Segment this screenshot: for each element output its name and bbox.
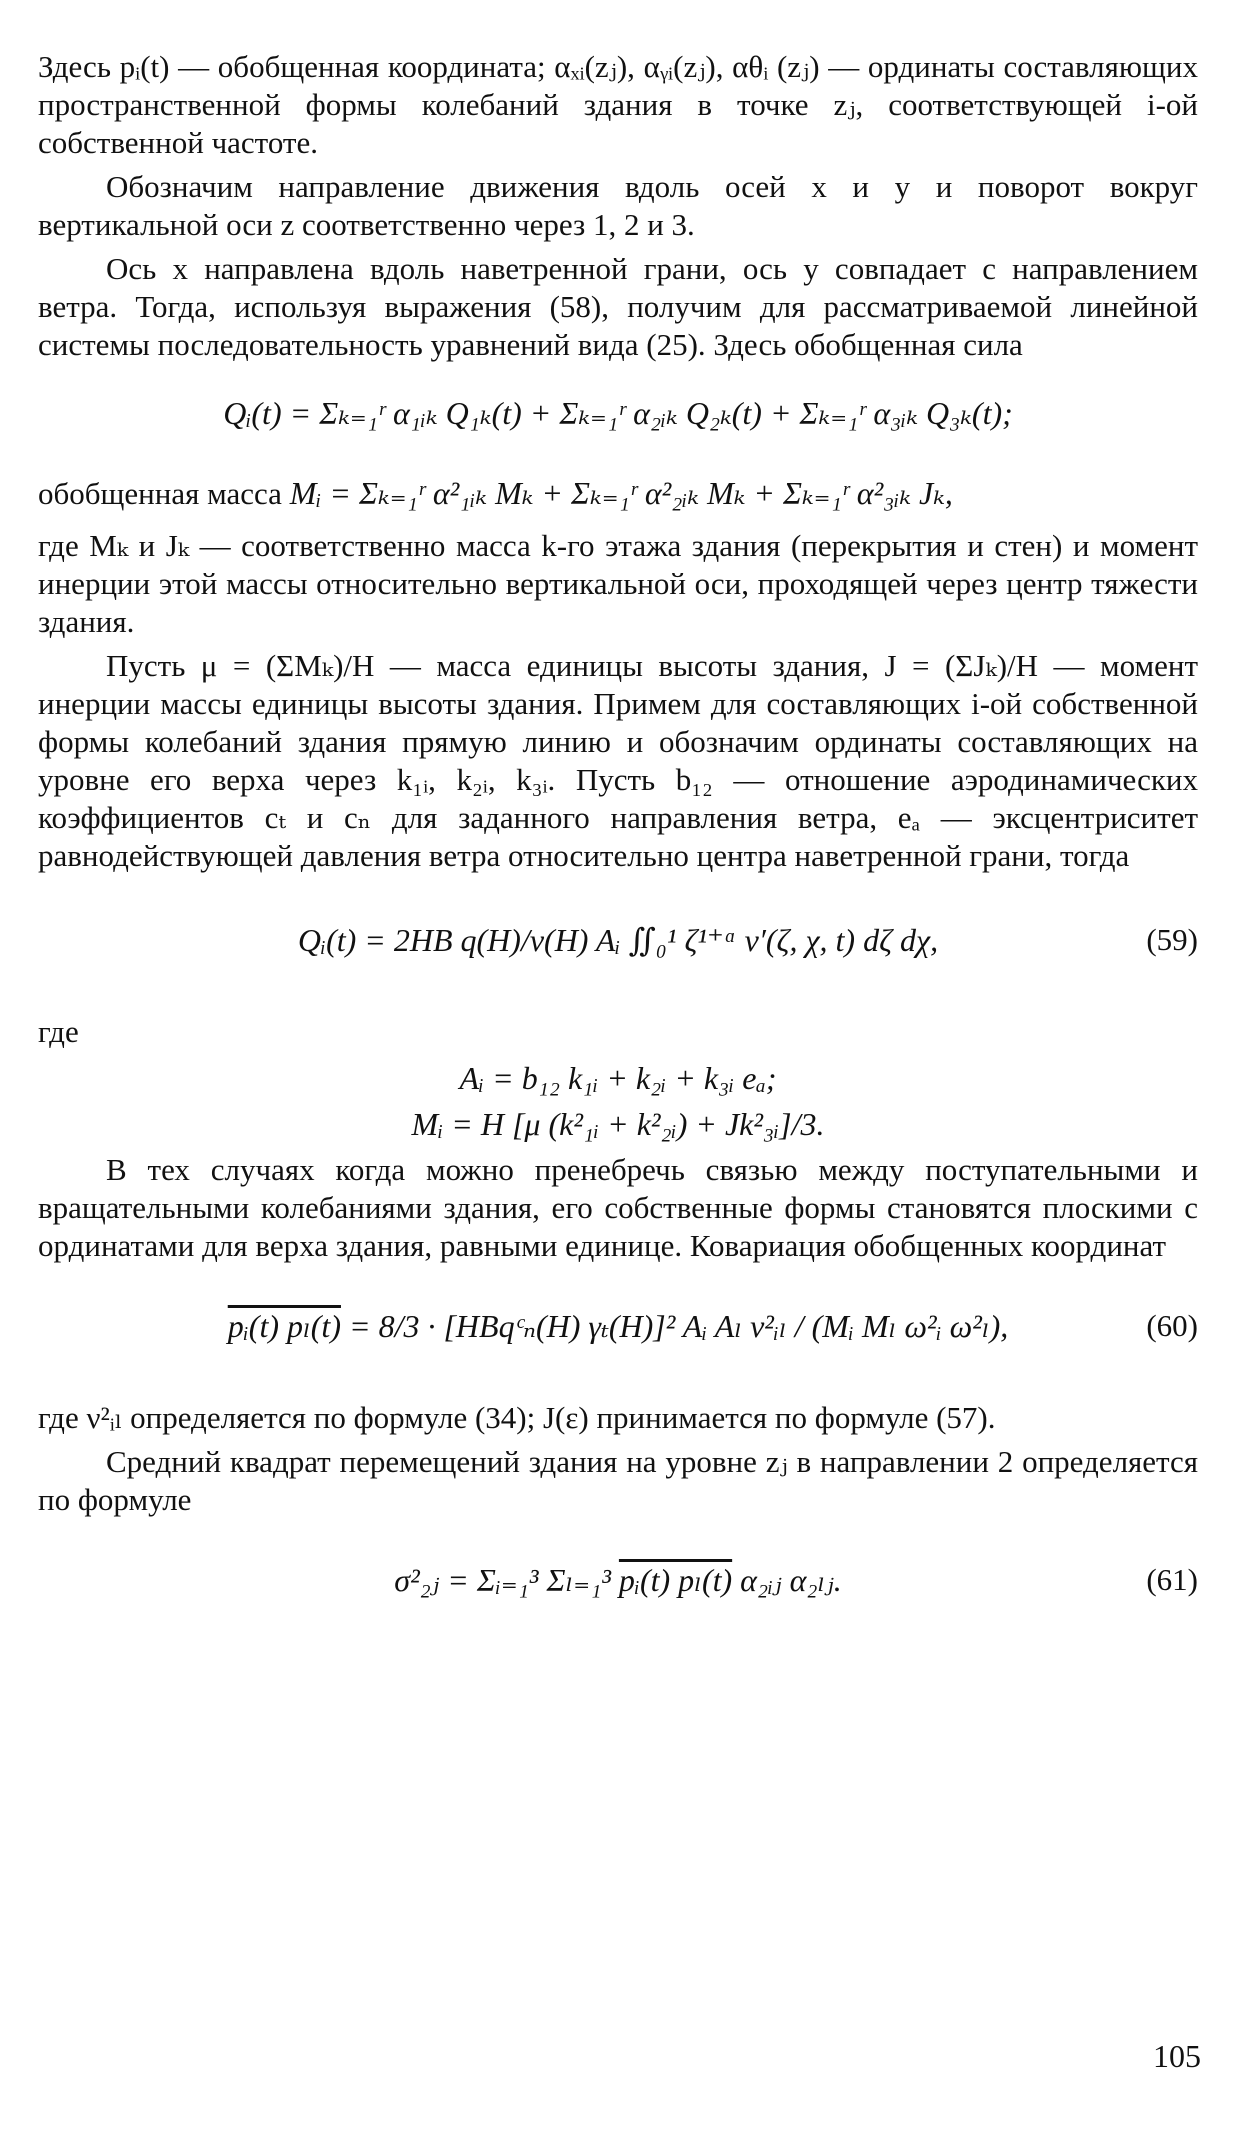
equation-m-i: Mᵢ = H [μ (k²₁ᵢ + k²₂ᵢ) + Jk²₃ᵢ]/3. [411, 1106, 825, 1142]
equation-61 [38, 1527, 1198, 1637]
page-body [38, 48, 1198, 1645]
equation-60-body [38, 1307, 1198, 1345]
paragraph-nu-definition: где ν²ᵢₗ определяется по формуле (34); J(ε) принимается по формуле (57). [38, 1400, 996, 1435]
equation-61-number: (61) [1146, 1562, 1198, 1597]
equation-59-number: (59) [1146, 922, 1198, 957]
equation-a-i: Aᵢ = b₁₂ k₁ᵢ + k₂ᵢ + k₃ᵢ eₐ; [459, 1060, 777, 1096]
paragraph-linear-form: Пусть μ = (ΣMₖ)/H — масса единицы высоты здания, J = (ΣJₖ)/H — момент инерции массы единицы высоты здания. Примем для составляющих i-ой собственной формы колебаний здания прямую линию и обозначим ординаты составляющих на уровне его верха через k₁ᵢ, k₂ᵢ, k₃ᵢ. Пусть b₁₂ — отношение аэродинамических коэффициентов cₜ и cₙ для заданного направления ветра, eₐ — эксцентриситет равнодействующей давления ветра относительно центра наветренной грани, тогда [38, 648, 1198, 873]
where-label: где [38, 1014, 79, 1049]
equation-61-lead: σ²₂ⱼ = Σᵢ₌₁³ Σₗ₌₁³ [394, 1562, 619, 1598]
equation-generalized-mass: Mᵢ = Σₖ₌₁ʳ α²₁ᵢₖ Mₖ + Σₖ₌₁ʳ α²₂ᵢₖ Mₖ + Σₖ₌₁ʳ α²₃ᵢₖ Jₖ, [289, 475, 953, 511]
equation-60-lhs: pᵢ(t) pₗ(t) [227, 1308, 341, 1344]
paragraph-axes: Ось x направлена вдоль наветренной грани, ось y совпадает с направлением ветра. Тогда, используя выражения (58), получим для рассматриваемой линейной системы последовательность уравнений вида (25). Здесь обобщенная сила [38, 251, 1198, 362]
equation-59 [38, 883, 1198, 1003]
paragraph-mean-square: Средний квадрат перемещений здания на уровне zⱼ в направлении 2 определяется по формуле [38, 1444, 1198, 1517]
equation-61-tail: α₂ᵢⱼ α₂ₗⱼ. [732, 1562, 842, 1598]
equation-60-rhs: = 8/3 · [HBqᶜₙ(H) γₜ(H)]² Aᵢ Aₗ ν²ᵢₗ / (Mᵢ Mₗ ω²ᵢ ω²ₗ), [340, 1308, 1009, 1344]
equation-59-text: Qᵢ(t) = 2HB q(H)/v(H) Aᵢ ∬₀¹ ζ¹⁺ᵅ v′(ζ, χ, t) dζ dχ, [297, 922, 939, 958]
equation-60 [38, 1273, 1198, 1383]
paragraph-plane-forms: В тех случаях когда можно пренебречь связью между поступательными и вращательными колебаниями здания, его собственные формы становятся плоскими с ординатами для верха здания, равными единице. Ковариация обобщенных координат [38, 1152, 1198, 1263]
equation-61-bar: pᵢ(t) pₗ(t) [618, 1562, 733, 1598]
equation-generalized-force [38, 372, 1198, 464]
paragraph-mass-definition: где Mₖ и Jₖ — соответственно масса k-го этажа здания (перекрытия и стен) и момент инерции этой массы относительно вертикальной оси, проходящей через центр тяжести здания. [38, 528, 1198, 639]
page-number: 105 [1153, 2038, 1201, 2074]
mass-prefix: обобщенная масса [38, 476, 282, 511]
paragraph-directions: Обозначим направление движения вдоль осей x и y и поворот вокруг вертикальной оси z соответственно через 1, 2 и 3. [38, 169, 1198, 242]
equation-force-text: Qᵢ(t) = Σₖ₌₁ʳ α₁ᵢₖ Q₁ₖ(t) + Σₖ₌₁ʳ α₂ᵢₖ Q₂ₖ(t) + Σₖ₌₁ʳ α₃ᵢₖ Q₃ₖ(t); [223, 395, 1013, 431]
equation-60-number: (60) [1146, 1308, 1198, 1343]
equation-61-body [38, 1561, 1198, 1599]
paragraph-coordinates: Здесь pᵢ(t) — обобщенная координата; αₓᵢ(zⱼ), αᵧᵢ(zⱼ), αθᵢ (zⱼ) — ординаты составляющих пространственной формы колебаний здания в точке zⱼ, соответствующей i-ой собственной частоте. [38, 49, 1198, 160]
equation-generalized-mass-line [38, 474, 1198, 513]
